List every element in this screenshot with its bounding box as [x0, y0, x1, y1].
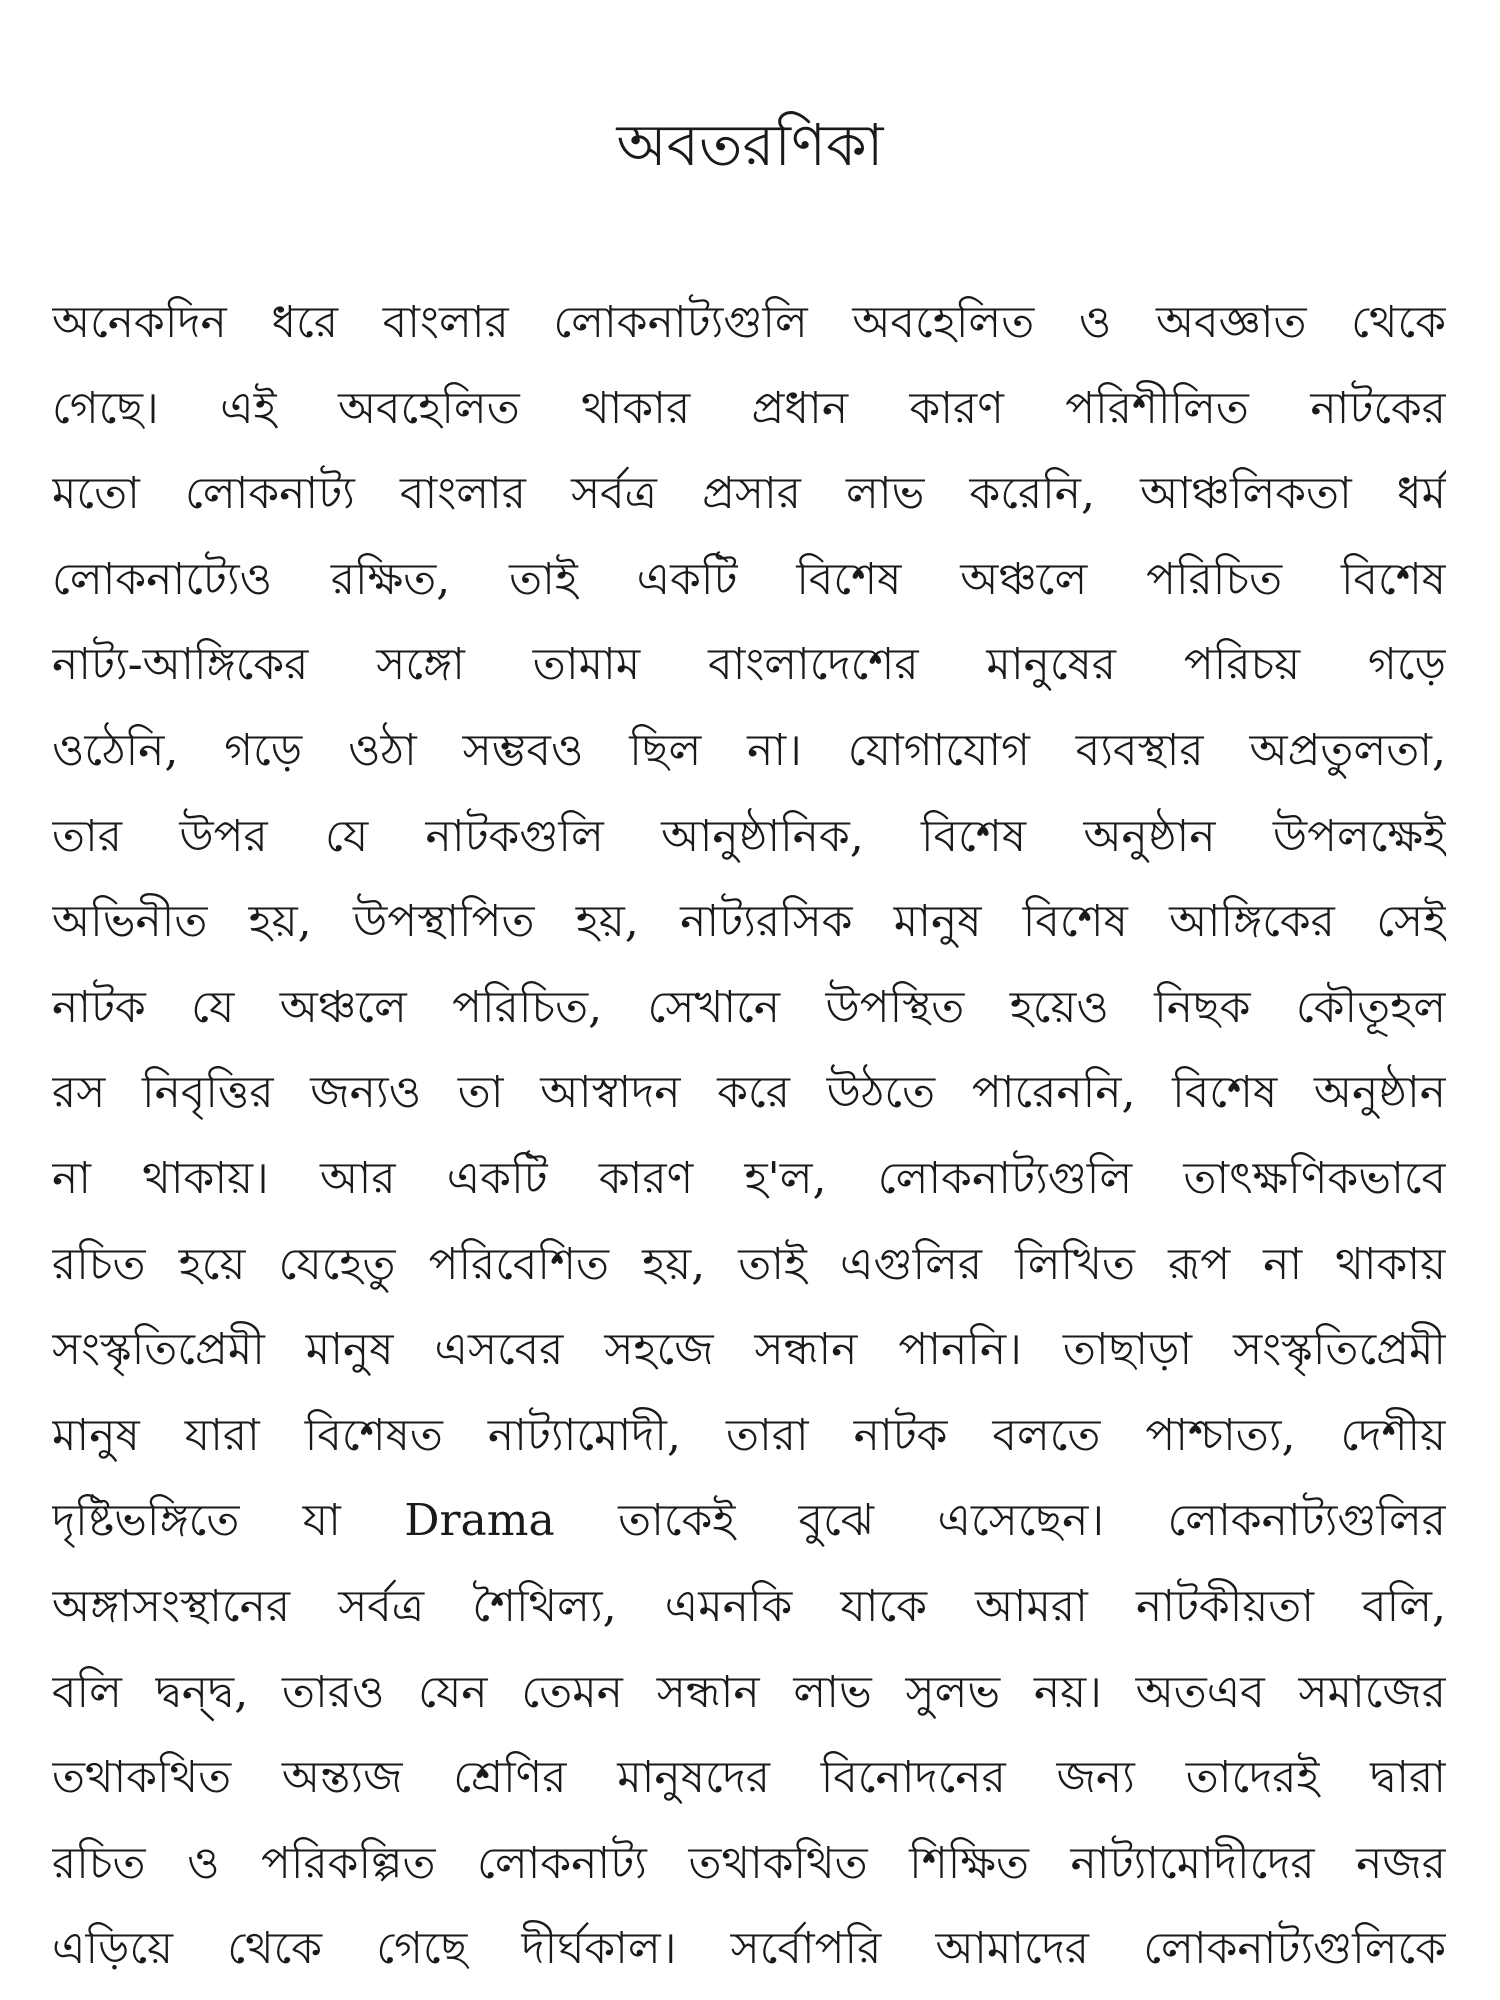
text-line: তথাকথিত অন্ত্যজ শ্রেণির মানুষদের বিনোদনের জন্য তাদেরই দ্বারা	[52, 1752, 1446, 1804]
text-line: নাট্য-আঙ্গিকের সঙ্গো তামাম বাংলাদেশের মানুষের পরিচয় গড়ে	[52, 639, 1446, 691]
text-line: মতো লোকনাট্য বাংলার সর্বত্র প্রসার লাভ করেনি, আঞ্চলিকতা ধর্ম	[52, 468, 1446, 520]
text-line: গেছে। এই অবহেলিত থাকার প্রধান কারণ পরিশীলিত নাটকের	[52, 382, 1446, 434]
text-line: অভিনীত হয়, উপস্থাপিত হয়, নাট্যরসিক মানুষ বিশেষ আঙ্গিকের সেই	[52, 896, 1446, 948]
text-line: রস নিবৃত্তির জন্যও তা আস্বাদন করে উঠতে পারেননি, বিশেষ অনুষ্ঠান	[52, 1067, 1446, 1119]
text-line: সংস্কৃতিপ্রেমী মানুষ এসবের সহজে সন্ধান পাননি। তাছাড়া সংস্কৃতিপ্রেমী	[52, 1324, 1446, 1376]
text-line: অঙ্গাসংস্থানের সর্বত্র শৈথিল্য, এমনকি যাকে আমরা নাটকীয়তা বলি,	[52, 1580, 1446, 1632]
text-line: অনেকদিন ধরে বাংলার লোকনাট্যগুলি অবহেলিত ও অবজ্ঞাত থেকে	[52, 297, 1446, 348]
text-line: ওঠেনি, গড়ে ওঠা সম্ভবও ছিল না। যোগাযোগ ব্যবস্থার অপ্রতুলতা,	[52, 724, 1446, 776]
text-line: দৃষ্টিভঙ্গিতে যা Drama তাকেই বুঝে এসেছেন। লোকনাট্যগুলির	[52, 1495, 1446, 1547]
text-line: রচিত হয়ে যেহেতু পরিবেশিত হয়, তাই এগুলির লিখিত রূপ না থাকায়	[52, 1238, 1446, 1290]
text-line: এড়িয়ে থেকে গেছে দীর্ঘকাল। সর্বোপরি আমাদের লোকনাট্যগুলিকে	[52, 1923, 1446, 1975]
page-title: অবতরণিকা	[616, 111, 884, 179]
text-line: না থাকায়। আর একটি কারণ হ'ল, লোকনাট্যগুলি তাৎক্ষণিকভাবে	[52, 1152, 1446, 1204]
body-paragraph	[52, 280, 1446, 1992]
text-line: লোকনাট্যেও রক্ষিত, তাই একটি বিশেষ অঞ্চলে পরিচিত বিশেষ	[52, 553, 1446, 605]
text-line: মানুষ যারা বিশেষত নাট্যামোদী, তারা নাটক বলতে পাশ্চাত্য, দেশীয়	[52, 1409, 1446, 1461]
text-line: তার উপর যে নাটকগুলি আনুষ্ঠানিক, বিশেষ অনুষ্ঠান উপলক্ষেই	[52, 810, 1446, 862]
text-line: রচিত ও পরিকল্পিত লোকনাট্য তথাকথিত শিক্ষিত নাট্যামোদীদের নজর	[52, 1837, 1446, 1889]
text-line: বলি দ্বন্দ্ব, তারও যেন তেমন সন্ধান লাভ সুলভ নয়। অতএব সমাজের	[52, 1666, 1446, 1718]
text-line: নাটক যে অঞ্চলে পরিচিত, সেখানে উপস্থিত হয়েও নিছক কৌতূহল	[52, 981, 1446, 1033]
